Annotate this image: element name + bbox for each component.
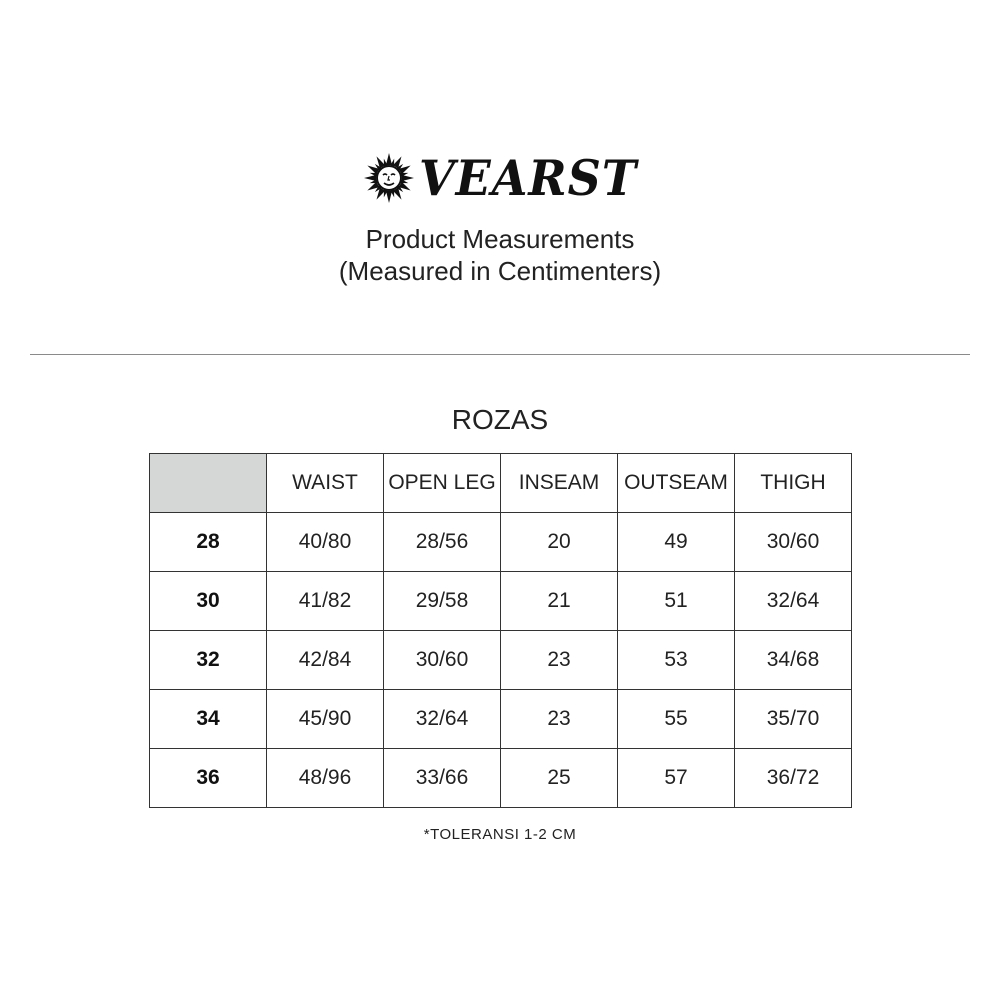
table-cell: 57: [618, 749, 735, 808]
column-header: INSEAM: [501, 454, 618, 513]
table-cell: 40/80: [267, 513, 384, 572]
corner-cell: [150, 454, 267, 513]
table-row: [150, 749, 852, 808]
table-cell: 34/68: [735, 631, 852, 690]
table-row: [150, 513, 852, 572]
table-cell: 51: [618, 572, 735, 631]
table-cell: 23: [501, 631, 618, 690]
page-title: Product Measurements: [365, 224, 635, 254]
table-cell: 49: [618, 513, 735, 572]
table-cell: 55: [618, 690, 735, 749]
brand-logo: [0, 150, 1000, 206]
tolerance-note: *TOLERANSI 1-2 CM: [423, 826, 577, 843]
table-cell: 35/70: [735, 690, 852, 749]
brand-name: VEARST: [418, 149, 638, 207]
table-cell: 53: [618, 631, 735, 690]
size-label: 32: [150, 631, 267, 690]
table-cell: 32/64: [384, 690, 501, 749]
column-header: WAIST: [267, 454, 384, 513]
product-name: ROZAS: [451, 404, 549, 435]
size-label: 36: [150, 749, 267, 808]
section-divider: [30, 354, 970, 355]
table-cell: 48/96: [267, 749, 384, 808]
page-subtitle: (Measured in Centimenters): [338, 256, 662, 286]
table-row: [150, 572, 852, 631]
size-label: 34: [150, 690, 267, 749]
table-cell: 20: [501, 513, 618, 572]
table-cell: 33/66: [384, 749, 501, 808]
table-cell: 32/64: [735, 572, 852, 631]
column-header: OUTSEAM: [618, 454, 735, 513]
table-cell: 30/60: [384, 631, 501, 690]
table-cell: 41/82: [267, 572, 384, 631]
size-chart-table: [149, 453, 852, 808]
column-header: OPEN LEG: [384, 454, 501, 513]
sun-face-icon: [363, 152, 415, 204]
table-cell: 21: [501, 572, 618, 631]
table-cell: 42/84: [267, 631, 384, 690]
size-label: 28: [150, 513, 267, 572]
size-label: 30: [150, 572, 267, 631]
table-cell: 29/58: [384, 572, 501, 631]
table-cell: 45/90: [267, 690, 384, 749]
table-cell: 25: [501, 749, 618, 808]
table-cell: 23: [501, 690, 618, 749]
table-cell: 36/72: [735, 749, 852, 808]
table-cell: 28/56: [384, 513, 501, 572]
table-row: [150, 690, 852, 749]
table-header-row: [150, 454, 852, 513]
table-cell: 30/60: [735, 513, 852, 572]
table-row: [150, 631, 852, 690]
column-header: THIGH: [735, 454, 852, 513]
